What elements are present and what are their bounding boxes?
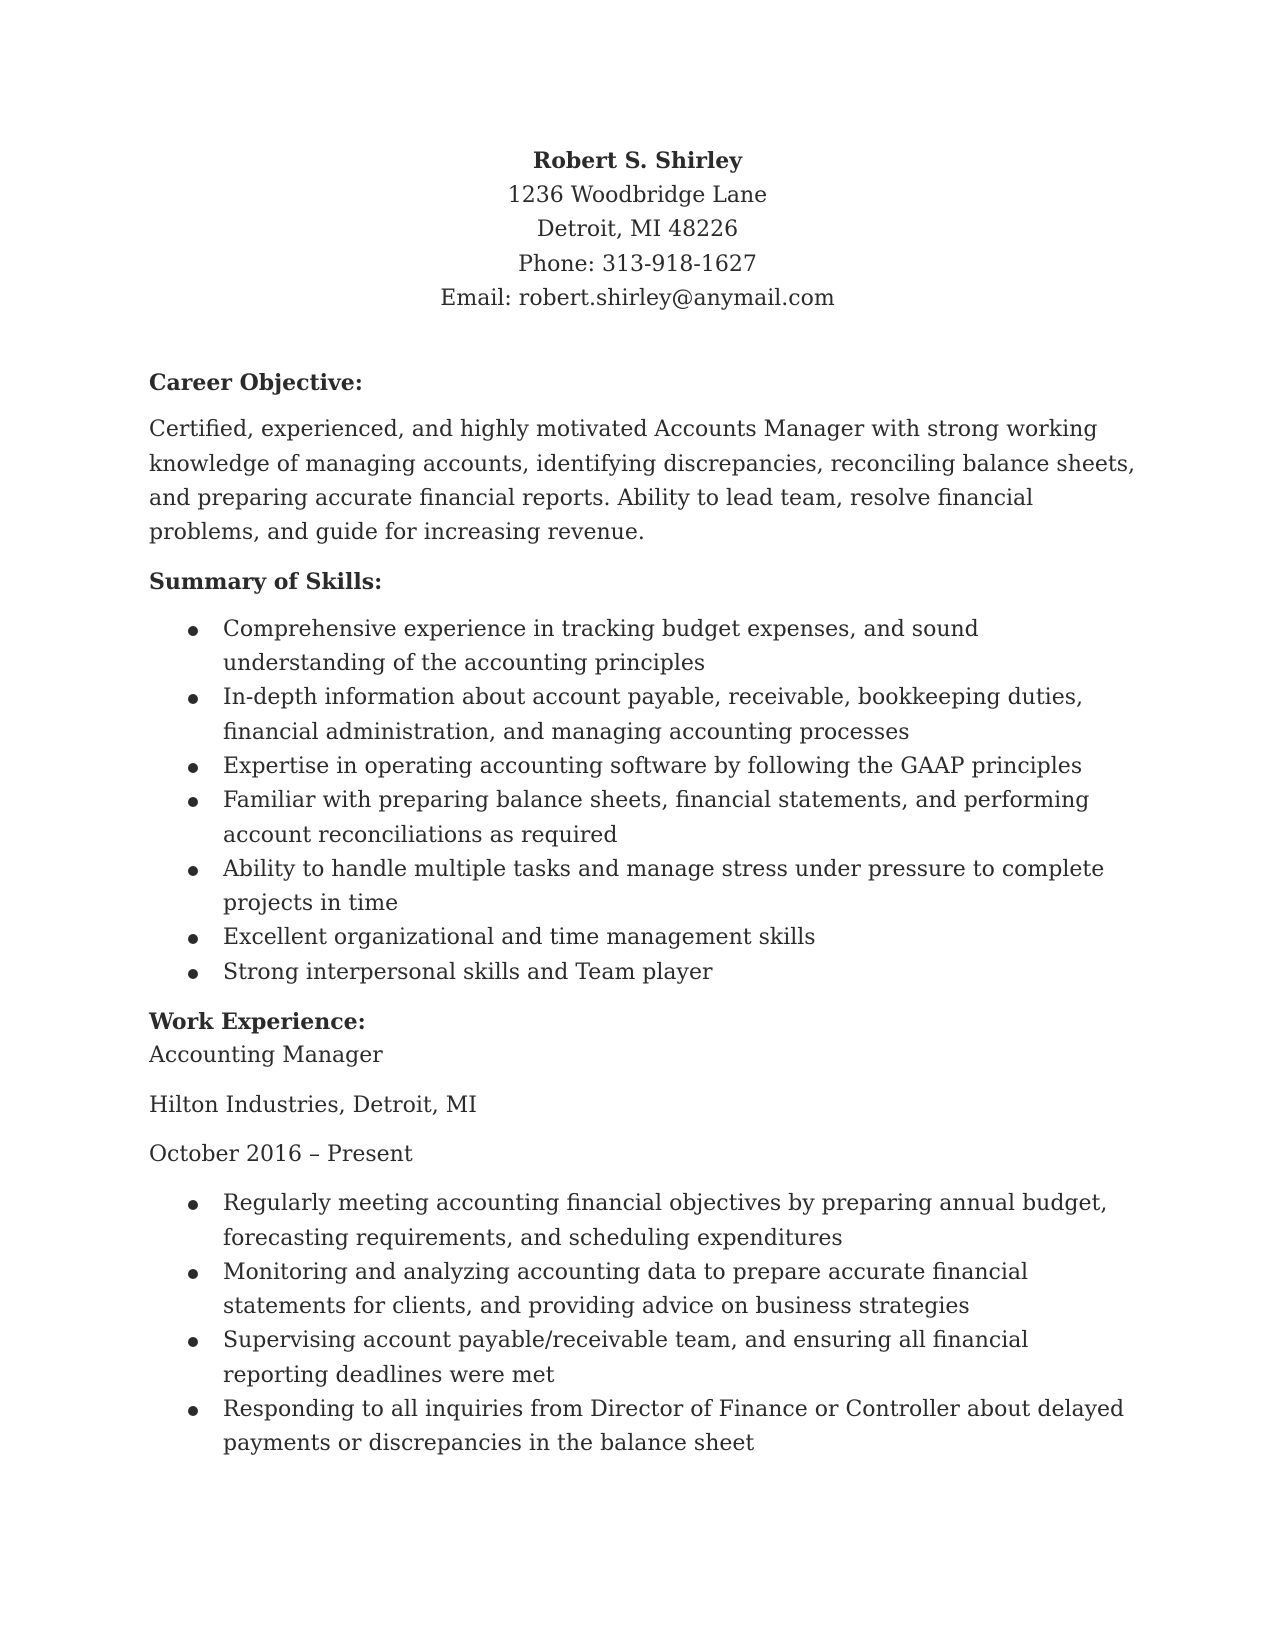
skills-list bbox=[149, 613, 1139, 990]
company-name: Hilton Industries, Detroit, MI bbox=[149, 1092, 477, 1118]
list-item-text: Excellent organizational and time management skills bbox=[223, 925, 816, 951]
skills-heading: Summary of Skills: bbox=[149, 569, 383, 596]
city-state-zip: Detroit, MI 48226 bbox=[536, 217, 739, 242]
bullet-icon bbox=[188, 866, 198, 876]
list-item-text: Expertise in operating accounting software by following the GAAP principles bbox=[223, 753, 1083, 779]
list-item bbox=[149, 1393, 1139, 1462]
bullet-icon bbox=[188, 797, 198, 807]
bullet-icon bbox=[188, 694, 198, 704]
email-address: Email: robert.shirley@anymail.com bbox=[440, 286, 835, 311]
job-title: Accounting Manager bbox=[149, 1043, 383, 1069]
street-address: 1236 Woodbridge Lane bbox=[507, 182, 768, 208]
phone-number: Phone: 313-918-1627 bbox=[518, 251, 757, 277]
list-item-text: Supervising account payable/receivable team, and ensuring all financial reporting deadlines were met bbox=[223, 1328, 1029, 1388]
bullet-icon bbox=[188, 1406, 198, 1416]
bullet-icon bbox=[188, 1269, 198, 1279]
list-item-text: Ability to handle multiple tasks and manage stress under pressure to complete projects in time bbox=[223, 856, 1105, 917]
bullet-icon bbox=[188, 763, 198, 773]
list-item bbox=[149, 956, 1139, 990]
list-item-text: Regularly meeting accounting financial objectives by preparing annual budget, forecasting requirements, and scheduling expenditures bbox=[223, 1191, 1108, 1251]
list-item bbox=[149, 1187, 1139, 1256]
list-item-text: In-depth information about account payable, receivable, bookkeeping duties, financial administration, and managing accounting processes bbox=[223, 685, 1083, 745]
list-item bbox=[149, 1256, 1139, 1325]
bullet-icon bbox=[188, 969, 198, 979]
list-item-text: Familiar with preparing balance sheets, financial statements, and performing account reconciliations as required bbox=[223, 788, 1090, 848]
work-experience-heading: Work Experience: bbox=[149, 1009, 366, 1036]
resume-body bbox=[149, 366, 1139, 1477]
career-objective-heading: Career Objective: bbox=[149, 370, 363, 396]
career-objective-text: Certified, experienced, and highly motivated Accounts Manager with strong working knowledge of managing accounts, identifying discrepancies, reconciling balance sheets, and preparing accurate financial reports. Ability to lead team, resolve financial problems, and guide for increasing revenue. bbox=[149, 417, 1136, 546]
list-item bbox=[149, 921, 1139, 955]
list-item bbox=[149, 1324, 1139, 1393]
bullet-icon bbox=[188, 934, 198, 944]
contact-header bbox=[0, 144, 1275, 317]
job-duties-list bbox=[149, 1187, 1139, 1461]
list-item bbox=[149, 681, 1139, 750]
list-item-text: Strong interpersonal skills and Team player bbox=[223, 959, 713, 985]
bullet-icon bbox=[188, 1200, 198, 1210]
list-item-text: Comprehensive experience in tracking budget expenses, and sound understanding of the accounting principles bbox=[223, 616, 979, 677]
candidate-name: Robert S. Shirley bbox=[532, 148, 743, 174]
bullet-icon bbox=[188, 626, 198, 636]
list-item bbox=[149, 613, 1139, 682]
employment-dates: October 2016 – Present bbox=[149, 1141, 413, 1167]
list-item-text: Monitoring and analyzing accounting data to prepare accurate financial statements for clients, and providing advice on business strategies bbox=[223, 1259, 1029, 1320]
list-item-text: Responding to all inquiries from Director of Finance or Controller about delayed payments or discrepancies in the balance sheet bbox=[223, 1397, 1125, 1457]
bullet-icon bbox=[188, 1337, 198, 1347]
list-item bbox=[149, 750, 1139, 784]
list-item bbox=[149, 784, 1139, 853]
list-item bbox=[149, 853, 1139, 922]
